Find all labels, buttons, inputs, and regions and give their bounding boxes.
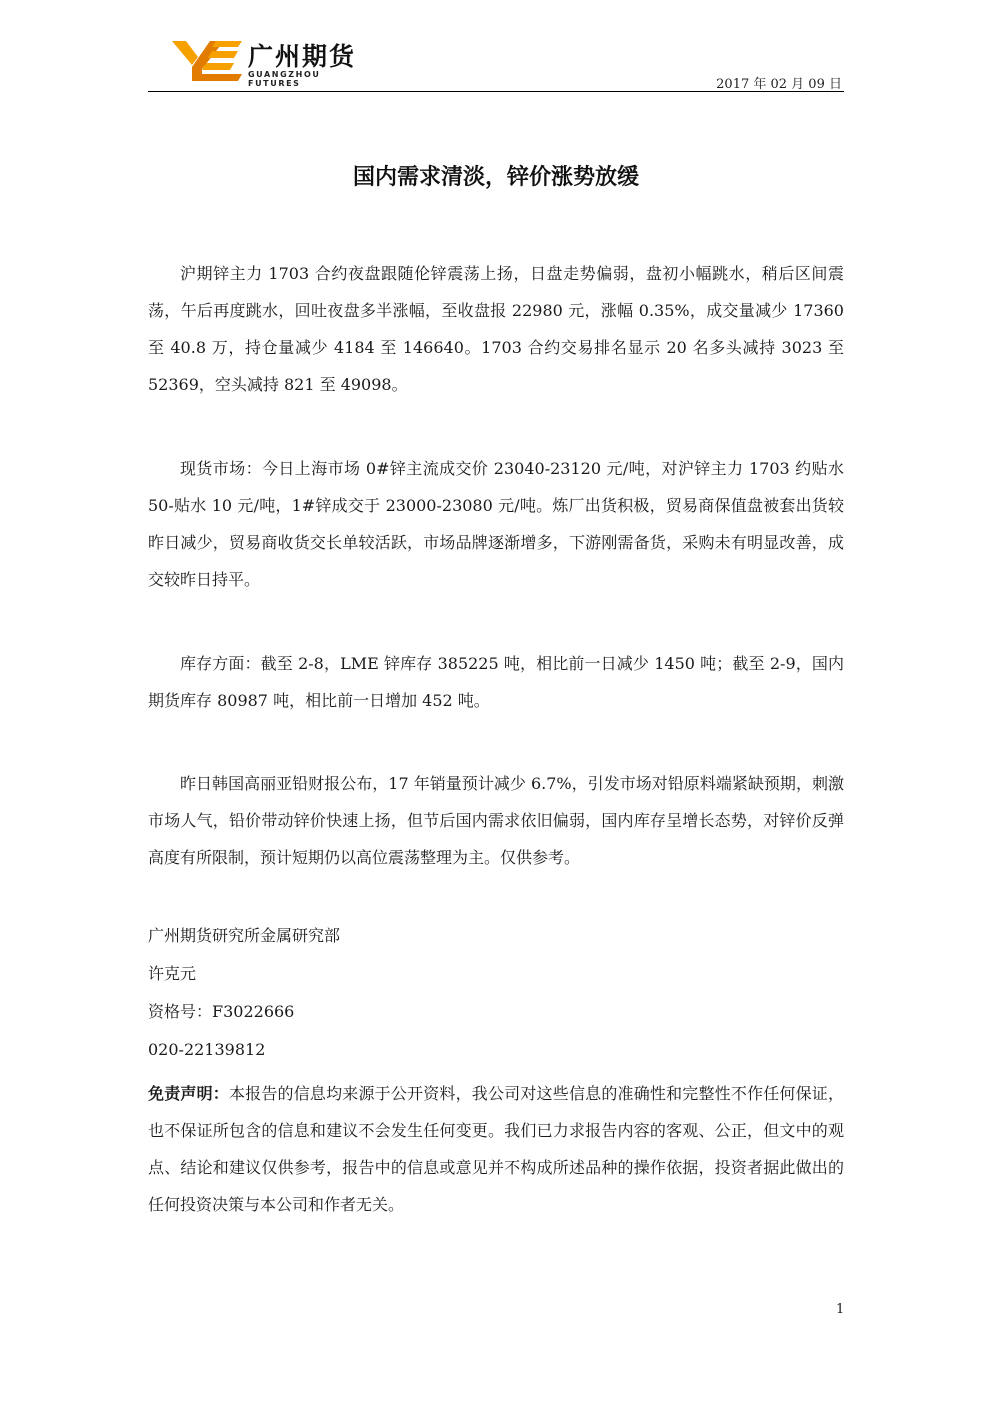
paragraph-text: 现货市场：今日上海市场 0#锌主流成交价 23040-23120 元/吨，对沪锌主力 1703 约贴水 50-贴水 10 元/吨，1#锌成交于 23000-23080 元/吨。炼厂出货积极，贸易商保值盘被套出货较昨日减少，贸易商收货交长单较活跃，市场品牌逐渐增多，下游刚需备货，采购未有明显改善，成交较昨日持平。 (148, 459, 844, 589)
report-title: 国内需求清淡，锌价涨势放缓 (352, 165, 639, 190)
author-name: 许克元 (148, 964, 197, 983)
paragraph-text: 库存方面：截至 2-8，LME 锌库存 385225 吨，相比前一日减少 1450 吨；截至 2-9，国内期货库存 80987 吨，相比前一日增加 452 吨。 (148, 654, 844, 710)
company-logo (172, 37, 372, 88)
paragraph-market-summary (148, 255, 844, 403)
disclaimer-text: 本报告的信息均来源于公开资料，我公司对这些信息的准确性和完整性不作任何保证，也不保证所包含的信息和建议不会发生任何变更。我们已力求报告内容的客观、公正，但文中的观点、结论和建议仅供参考，报告中的信息或意见并不构成所述品种的操作依据，投资者据此做出的任何投资决策与本公司和作者无关。 (148, 1084, 844, 1214)
paragraph-text: 昨日韩国高丽亚铅财报公布，17 年销量预计减少 6.7%，引发市场对铅原料端紧缺预期，刺激市场人气，铅价带动锌价快速上扬，但节后国内需求依旧偏弱，国内库存呈增长态势，对锌价反弹高度有所限制，预计短期仍以高位震荡整理为主。仅供参考。 (148, 774, 844, 867)
author-license: 资格号：F3022666 (148, 1002, 295, 1021)
paragraph-spot-market (148, 450, 844, 598)
page-number: 1 (836, 1302, 845, 1317)
disclaimer (148, 1075, 844, 1223)
logo-text-cn: 广州期货 (248, 42, 357, 71)
disclaimer-label: 免责声明： (148, 1084, 229, 1103)
paragraph-inventory (148, 645, 844, 719)
logo-text-en: GUANGZHOU FUTURES (248, 70, 321, 88)
author-dept: 广州期货研究所金属研究部 (148, 926, 341, 945)
paragraph-text: 沪期锌主力 1703 合约夜盘跟随伦锌震荡上扬，日盘走势偏弱，盘初小幅跳水，稍后区间震荡，午后再度跳水，回吐夜盘多半涨幅，至收盘报 22980 元，涨幅 0.35%，成交量减少 17360 至 40.8 万，持仓量减少 4184 至 146640。1703 合约交易排名显示 20 名多头减持 3023 至 52369，空头减持 821 至 49098。 (148, 264, 844, 394)
gzf-logo-icon (172, 37, 242, 81)
author-info (148, 917, 844, 1069)
author-phone: 020-22139812 (148, 1040, 266, 1059)
paragraph-outlook (148, 765, 844, 876)
header-divider (148, 91, 844, 92)
report-date: 2017 年 02 月 09 日 (716, 77, 842, 92)
